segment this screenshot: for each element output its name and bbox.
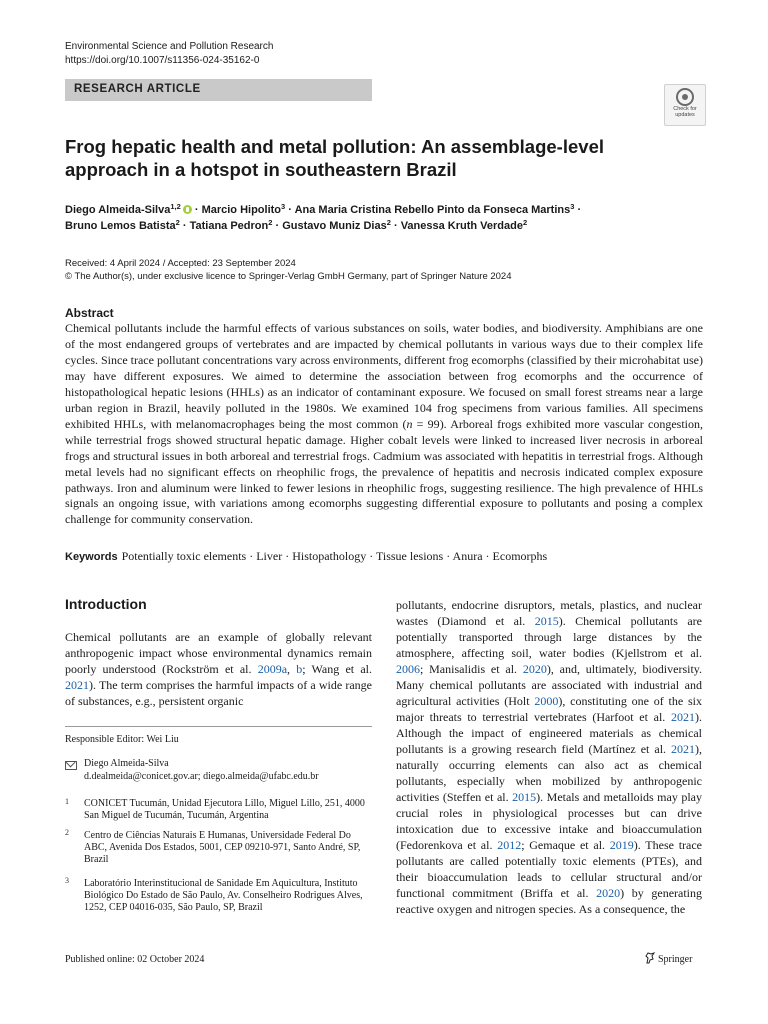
affiliation-text: CONICET Tucumán, Unidad Ejecutora Lillo, Miguel Lillo, 251, 4000 San Miguel de Tucumán, Tucumán, Argentina (84, 798, 365, 821)
author-affiliation: 3 (281, 202, 286, 211)
citation-link[interactable]: 2000 (534, 694, 559, 708)
citation-link[interactable]: 2020 (596, 886, 621, 900)
body-text: ) by generating reactive oxygen and nitrogen species. As a consequence, the (396, 886, 703, 916)
keywords (65, 549, 705, 564)
responsible-editor: Responsible Editor: Wei Liu (65, 734, 179, 745)
citation-link[interactable]: 2012 (497, 838, 522, 852)
author-name[interactable]: Gustavo Muniz Dias (282, 220, 387, 232)
author-name[interactable]: Tatiana Pedron (189, 220, 269, 232)
abstract-text: ). Arboreal frogs exhibited more vascular congestion, while terrestrial frogs showed structural hepatic damage. Higher cobalt levels were linked to increased liver necrosis in arboreal frogs and structural issues in both arboreal and terrestrial frogs. Cadmium was associated with hepatitis in terrestrial frogs. Although metal levels had no significant effects on rheophilic frogs, the prevalence of hepatitis and necrosis indicated complex exposure pathways. Iron and aluminum were linked to fewer lesions in rheophilic frogs, suggesting resilience. The high prevalence of HHLs signals an ongoing issue, with variations among ecomorphs suggesting differential exposure to pollutants and posing a complex challenge for community conservation. (65, 416, 703, 527)
citation-link[interactable]: 2021 (671, 742, 695, 756)
affiliation-text: Laboratório Interinstitucional de Sanidade Em Aquicultura, Instituto Biológico Do Estado de São Paulo, Av. Conselheiro Rodrigues Alves, 1252, CEP 04016-035, São Paulo, SP, Brazil (84, 878, 363, 913)
abstract-text: Chemical pollutants include the harmful effects of various substances on soils, water bodies, and biodiversity. Amphibians are one of the most endangered groups of vertebrates and are impacted by chemical pollutants in various ways due to their complex life cycles. Since trace pollutant concentrations vary across environments, different frog ecomorphs (classified by their microhabitat use) may have different exposures. We aimed to determine the association between frog ecomorphs and the occurrence of histopathological hepatic lesions (HHLs) as an indicator of contaminant exposure. We focused on small forest streams near a large urban region in Brazil, heavily polluted in the 1980s. We examined 104 frog specimens from various families. All specimens exhibited HHLs, with melanomacrophages being the most common ( (65, 321, 703, 431)
citation-link[interactable]: 2019 (609, 838, 634, 852)
author-name[interactable]: Ana Maria Cristina Rebello Pinto da Fonseca Martins (294, 204, 571, 216)
body-text: ). Metals and metalloids may play crucial roles in physiological processes but can drive intoxication due to excessive intake and bioaccumulation (Fedorenkova et al. (396, 790, 703, 852)
copyright-notice: © The Author(s), under exclusive licence to Springer-Verlag GmbH Germany, part of Springer Nature 2024 (65, 271, 512, 282)
abstract-body (65, 321, 703, 528)
body-text: ), and, ultimately, biodiversity. Many chemical pollutants are associated with industrial and agricultural activities (Holt (396, 662, 703, 708)
author-name[interactable]: Diego Almeida-Silva (65, 204, 171, 216)
corresponding-author-name: Diego Almeida-Silva (84, 758, 169, 769)
keywords-label: Keywords (65, 551, 118, 563)
body-text: ). These trace pollutants are called potentially toxic elements (PTEs), and their bioaccumulation leads to cellular structural and/or functional commitment (Briffa et al. (396, 838, 702, 900)
springer-horse-icon (645, 952, 655, 964)
abstract-n-value: = 99 (412, 416, 440, 431)
author-name[interactable]: Vanessa Kruth Verdade (400, 220, 523, 232)
body-text: ; Wang et al. (302, 662, 372, 676)
body-text: ), naturally occurring elements can also act as chemical pollutants, especially when mobilized by anthropogenic activities (Steffen et al. (396, 742, 702, 804)
citation-link[interactable]: 2021 (65, 678, 89, 692)
journal-doi-link[interactable]: https://doi.org/10.1007/s11356-024-35162-0 (65, 55, 260, 66)
abstract-heading: Abstract (65, 306, 114, 320)
check-for-updates-icon (676, 88, 694, 106)
citation-link[interactable]: 2021 (671, 710, 695, 724)
footnote-divider (65, 726, 372, 727)
author-name[interactable]: Marcio Hipolito (201, 204, 282, 216)
body-text: ). Although the impact of engineered materials as chemical pollutants is a growing research field (Martínez et al. (396, 710, 702, 756)
author-affiliation: 2 (268, 218, 273, 227)
body-text: pollutants, endocrine disruptors, metals, plastics, and nuclear wastes (Diamond et al. (396, 598, 702, 628)
affiliation-mark: 3 (65, 876, 69, 885)
body-text: Chemical pollutants are an example of globally relevant anthropogenic impact whose environmental dynamics remain poorly understood (Rockström et al. (65, 630, 372, 676)
article-type-banner (65, 79, 372, 101)
body-text: ). Chemical pollutants are potentially transported through large distances by the atmosphere, affecting soil, water bodies (Kjellstrom et al. (396, 614, 702, 660)
citation-link[interactable]: 2015 (512, 790, 537, 804)
affiliation-mark: 2 (65, 828, 69, 837)
citation-link[interactable]: 2020 (522, 662, 547, 676)
corresponding-author-email[interactable]: d.dealmeida@conicet.gov.ar; diego.almeida@ufabc.edu.br (84, 771, 319, 782)
article-title: Frog hepatic health and metal pollution: An assemblage-level approach in a hotspot in southeastern Brazil (65, 136, 604, 180)
article-type-label: RESEARCH ARTICLE (74, 83, 201, 95)
citation-link[interactable]: 2006 (396, 662, 420, 676)
affiliation-mark: 1 (65, 797, 69, 806)
author-affiliation: 2 (386, 218, 391, 227)
author-affiliation: 2 (175, 218, 180, 227)
introduction-column-left (65, 629, 372, 709)
author-affiliation: 3 (570, 202, 575, 211)
body-text: ). The term comprises the harmful impacts of a wide range of substances, e.g., persistent organic (65, 678, 372, 708)
citation-link[interactable]: 2015 (534, 614, 559, 628)
citation-link[interactable]: 2009a (257, 662, 288, 676)
publisher-name: Springer (658, 954, 693, 965)
check-updates-line2: updates (675, 112, 695, 118)
received-accepted-dates: Received: 4 April 2024 / Accepted: 23 September 2024 (65, 258, 296, 269)
body-text: ; Manisalidis et al. (420, 662, 523, 676)
published-online-date: Published online: 02 October 2024 (65, 954, 205, 965)
introduction-heading: Introduction (65, 596, 147, 612)
body-text: , (287, 662, 297, 676)
citation-link[interactable]: b (296, 662, 303, 676)
keywords-list: Potentially toxic elements · Liver · Histopathology · Tissue lesions · Anura · Ecomorphs (121, 549, 548, 563)
author-list-line-2: Bruno Lemos Batista$^2$ · Tatiana Pedron$^2$ · Gustavo Muniz Dias$^2$ · Vanessa Kruth Verdade$^2$ (65, 218, 528, 232)
author-name[interactable]: Bruno Lemos Batista (65, 220, 176, 232)
abstract-n-symbol: n (406, 416, 413, 431)
check-for-updates-badge[interactable] (664, 84, 706, 126)
orcid-icon[interactable] (183, 205, 192, 214)
publisher-logo (645, 952, 692, 965)
journal-name: Environmental Science and Pollution Research (65, 41, 274, 52)
introduction-column-right (396, 597, 702, 917)
author-affiliation: 1,2 (170, 202, 181, 211)
body-text: ; Gemaque et al. (521, 838, 610, 852)
body-text: ), constituting one of the six major threats to terrestrial vertebrates (Harfoot et al. (396, 694, 702, 724)
affiliation-text: Centro de Ciências Naturais E Humanas, Universidade Federal Do ABC, Avenida Dos Estados, 5001, CEP 09210-971, Santo André, SP, Brazil (84, 830, 361, 865)
author-list-line-1: Diego Almeida-Silva$^{1,2}$ · Marcio Hipolito$^3$ · Ana Maria Cristina Rebello Pinto da Fonseca Martins$^3$ · (65, 202, 582, 216)
check-updates-line1: Check for (673, 106, 697, 112)
author-affiliation: 2 (522, 218, 528, 227)
envelope-icon (65, 761, 77, 770)
